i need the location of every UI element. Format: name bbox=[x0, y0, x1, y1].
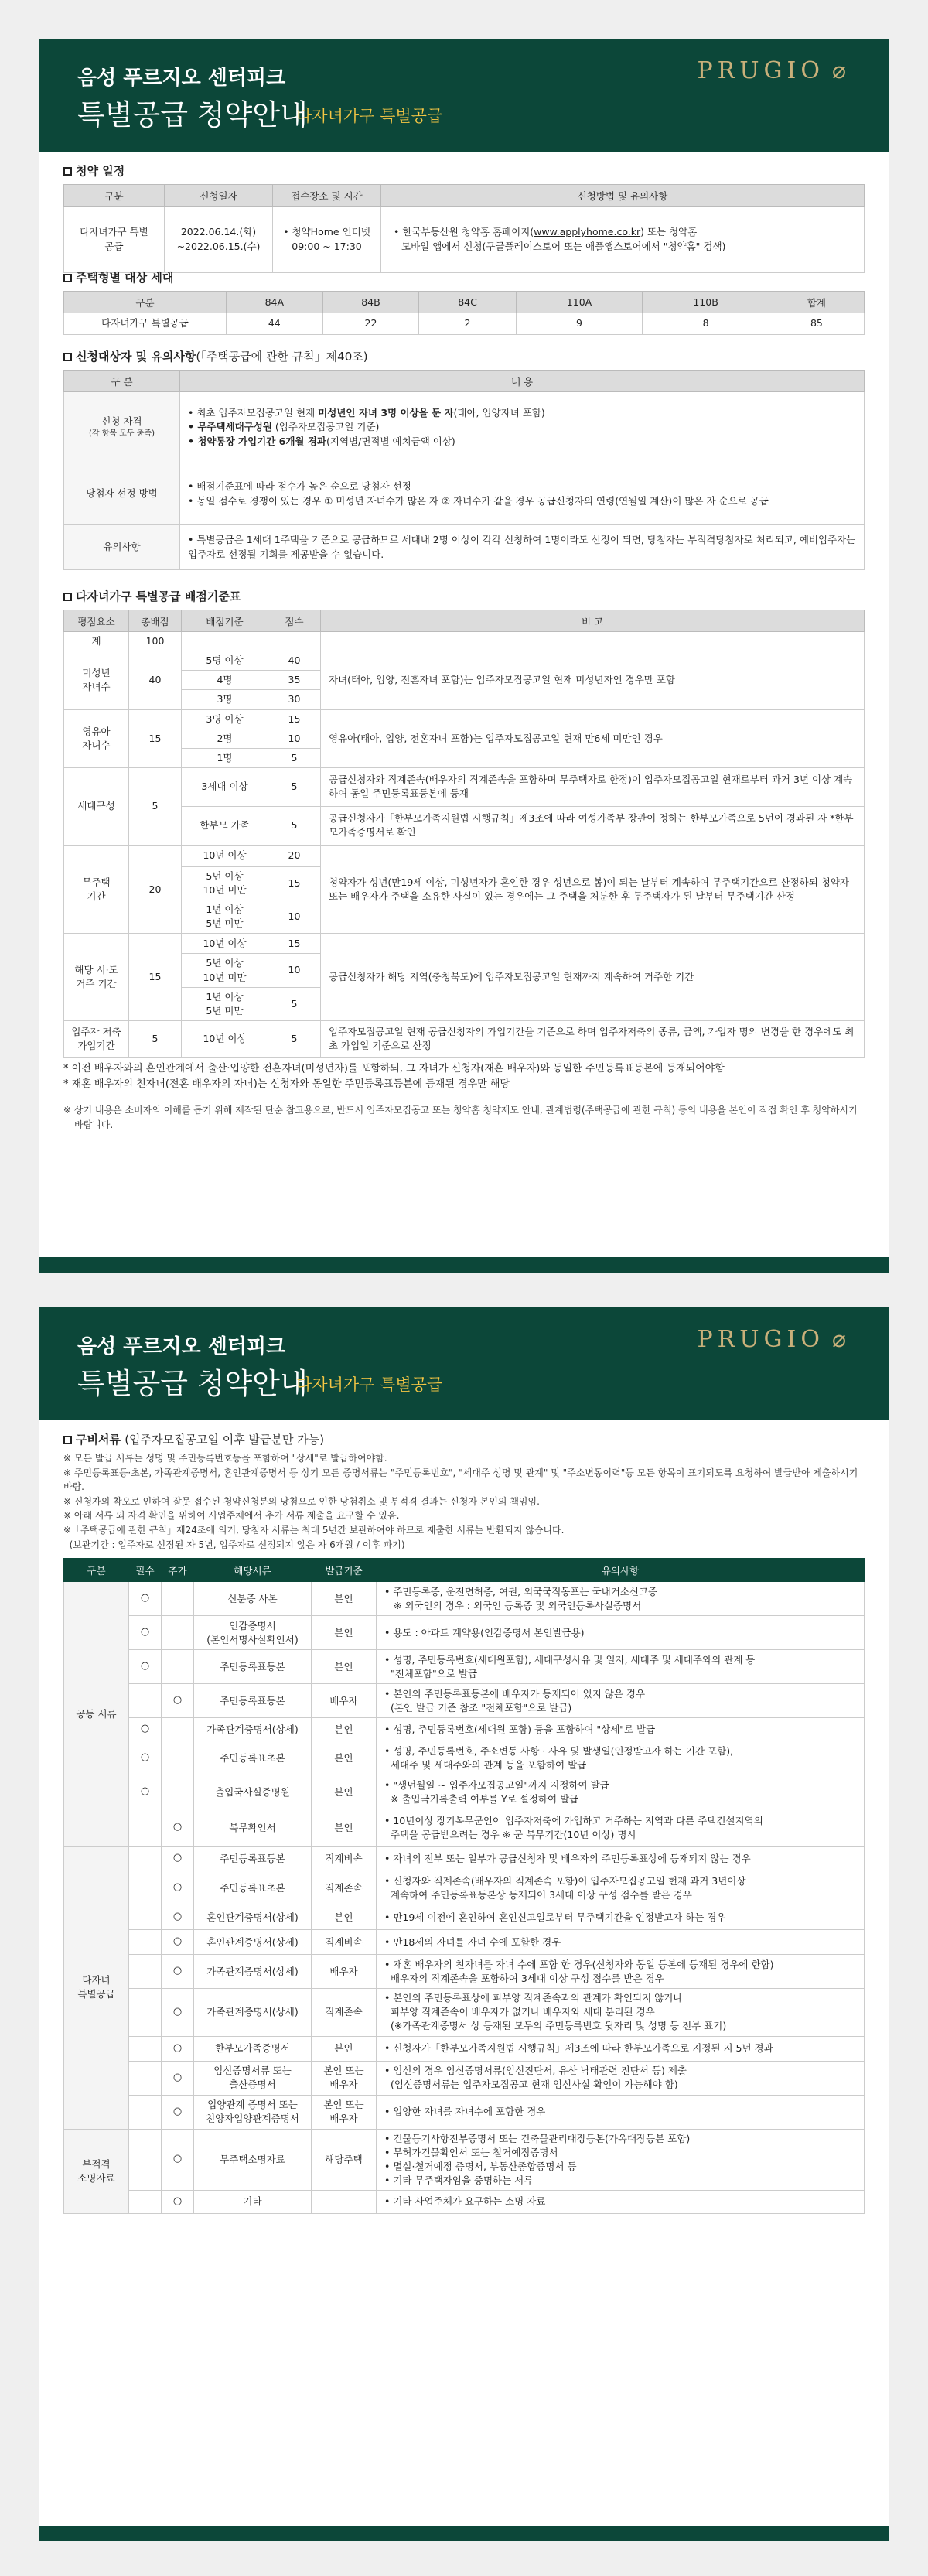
document-notes: • 본인의 주민등록표등본에 배우자가 등재되어 있지 않은 경우 (본인 발급 기준 참조 "전체포함"으로 발급) bbox=[377, 1684, 865, 1718]
schedule-date: 2022.06.14.(화) ~2022.06.15.(수) bbox=[165, 207, 273, 273]
row-label: 신청 자격 (각 항목 모두 충족) bbox=[64, 392, 180, 463]
applyhome-link[interactable]: www.applyhome.co.kr bbox=[534, 226, 641, 238]
square-icon bbox=[63, 353, 72, 361]
units-section bbox=[63, 269, 865, 335]
section-title: 신청대상자 및 유의사항(「주택공급에 관한 규칙」제40조) bbox=[63, 348, 865, 365]
issue-basis: 본인 bbox=[312, 1809, 377, 1847]
required-mark: ○ bbox=[129, 1582, 162, 1616]
section-title: 주택형별 대상 세대 bbox=[63, 269, 865, 286]
table-row bbox=[64, 1741, 865, 1775]
required-mark bbox=[129, 1989, 162, 2036]
required-mark bbox=[129, 2061, 162, 2095]
col-header: 배점기준 bbox=[182, 610, 268, 632]
score: 10 bbox=[268, 900, 321, 934]
required-mark bbox=[129, 1905, 162, 1930]
issue-basis: – bbox=[312, 2191, 377, 2214]
doc-note: ※ 아래 서류 외 자격 확인을 위하여 사업주체에서 추가 서류 제출을 요구할 수 있음. bbox=[63, 1510, 400, 1522]
doc-note: ※ 신청자의 착오로 인하여 잘못 접수된 청약신청분의 당첨으로 인한 당첨취소 및 부적격 결과는 신청자 본인의 책임임. bbox=[63, 1495, 540, 1507]
required-mark: ○ bbox=[129, 1741, 162, 1775]
col-header: 점수 bbox=[268, 610, 321, 632]
issue-basis: 본인 bbox=[312, 1650, 377, 1684]
score: 30 bbox=[268, 690, 321, 709]
issue-basis: 직계존속 bbox=[312, 1989, 377, 2036]
score: 15 bbox=[268, 709, 321, 729]
prugio-logo: PRUGIO ⌀ bbox=[697, 57, 851, 84]
header-banner bbox=[39, 1307, 889, 1420]
additional-mark bbox=[162, 1775, 194, 1809]
additional-mark bbox=[162, 1650, 194, 1684]
col-header: 내 용 bbox=[180, 371, 865, 392]
criteria: 3세대 이상 bbox=[182, 767, 268, 806]
group-label: 부적격 소명자료 bbox=[64, 2129, 129, 2214]
unit-cell: 9 bbox=[516, 313, 643, 335]
issue-basis: 본인 bbox=[312, 1616, 377, 1650]
score: 5 bbox=[268, 767, 321, 806]
issue-basis: 배우자 bbox=[312, 1955, 377, 1989]
criteria: 한부모 가족 bbox=[182, 806, 268, 845]
score: 40 bbox=[268, 651, 321, 671]
document-name: 혼인관계증명서(상세) bbox=[194, 1905, 312, 1930]
required-mark bbox=[129, 2191, 162, 2214]
criteria: 4명 bbox=[182, 671, 268, 690]
unit-cell: 85 bbox=[769, 313, 864, 335]
square-icon bbox=[63, 1436, 72, 1444]
factor-total: 40 bbox=[129, 651, 182, 709]
document-name: 주민등록표초본 bbox=[194, 1871, 312, 1905]
factor-name: 영유아 자녀수 bbox=[64, 709, 129, 767]
table-row bbox=[64, 2036, 865, 2061]
doc-note: ※ 모든 발급 서류는 성명 및 주민등록번호등을 포함하여 "상세"로 발급하여야함. bbox=[63, 1453, 387, 1464]
col-header: 총배점 bbox=[129, 610, 182, 632]
issue-basis: 직계비속 bbox=[312, 1847, 377, 1871]
square-icon bbox=[63, 274, 72, 282]
table-row bbox=[64, 1684, 865, 1718]
schedule-type: 다자녀가구 특별공급 bbox=[64, 207, 165, 273]
issue-basis: 배우자 bbox=[312, 1684, 377, 1718]
document-name: 주민등록표등본 bbox=[194, 1650, 312, 1684]
additional-mark: ○ bbox=[162, 1809, 194, 1847]
factor-name: 세대구성 bbox=[64, 767, 129, 845]
document-notes: • 성명, 주민등록번호, 주소변동 사항 · 사유 및 발생일(인정받고자 하는 기간 포함), 세대주 및 세대주와의 관계 등을 포함하여 발급 bbox=[377, 1741, 865, 1775]
criteria: 10년 이상 bbox=[182, 1020, 268, 1057]
required-mark: ○ bbox=[129, 1718, 162, 1741]
additional-mark: ○ bbox=[162, 2129, 194, 2191]
document-notes: • 본인의 주민등록표상에 피부양 직계존속과의 관계가 확인되지 않거나 피부양 직계존속이 배우자가 없거나 배우자와 세대 분리된 경우 (※가족관계증명서 상 등재된 모두의 주민등록번호 뒷자리 및 성명 등 전부 표기) bbox=[377, 1989, 865, 2036]
issue-basis: 본인 bbox=[312, 1905, 377, 1930]
col-header: 비 고 bbox=[321, 610, 865, 632]
required-mark bbox=[129, 1684, 162, 1718]
col-header: 필수 bbox=[129, 1559, 162, 1582]
section-title: 청약 일정 bbox=[63, 162, 865, 179]
document-notes: • 건물등기사항전부증명서 또는 건축물관리대장등본(가옥대장등본 포함) • 무허가건물확인서 또는 철거예정증명서 • 멸실·철거예정 증명서, 부동산종합증명서 등 • 기타 무주택자임을 증명하는 서류 bbox=[377, 2129, 865, 2191]
notice-card-1 bbox=[39, 39, 889, 1273]
col-header: 발급기준 bbox=[312, 1559, 377, 1582]
table-row bbox=[64, 313, 865, 335]
additional-mark: ○ bbox=[162, 2095, 194, 2129]
units-table bbox=[63, 291, 865, 335]
table-row bbox=[64, 2191, 865, 2214]
col-header: 합계 bbox=[769, 292, 864, 313]
document-name: 주민등록표등본 bbox=[194, 1684, 312, 1718]
table-row bbox=[64, 1871, 865, 1905]
group-label: 다자녀 특별공급 bbox=[64, 1847, 129, 2129]
additional-mark bbox=[162, 1741, 194, 1775]
complex-name: 음성 푸르지오 센터피크 bbox=[77, 1335, 286, 1358]
row-content: • 배점기준표에 따라 점수가 높은 순으로 당첨자 선정 • 동일 점수로 경쟁이 있는 경우 ① 미성년 자녀수가 많은 자 ② 자녀수가 같을 경우 공급신청자의 연령(연월일 계산)이 많은 자 순으로 공급 bbox=[180, 463, 865, 525]
score: 10 bbox=[268, 729, 321, 748]
required-mark bbox=[129, 2036, 162, 2061]
factor-name: 무주택 기간 bbox=[64, 845, 129, 934]
table-row bbox=[64, 1847, 865, 1871]
col-header: 평점요소 bbox=[64, 610, 129, 632]
eligibility-section bbox=[63, 348, 865, 570]
factor-name: 해당 시·도 거주 기간 bbox=[64, 934, 129, 1021]
document-name: 복무확인서 bbox=[194, 1809, 312, 1847]
remark: 자녀(태아, 입양, 전혼자녀 포함)는 입주자모집공고일 현재 미성년자인 경우만 포함 bbox=[321, 651, 865, 709]
document-notes: • 자녀의 전부 또는 일부가 공급신청자 및 배우자의 주민등록표상에 등재되지 않는 경우 bbox=[377, 1847, 865, 1871]
table-row bbox=[64, 1809, 865, 1847]
document-notes: • 성명, 주민등록번호(세대원 포함) 등을 포함하여 "상세"로 발급 bbox=[377, 1718, 865, 1741]
page-title: 특별공급 청약안내 bbox=[77, 98, 308, 132]
schedule-table bbox=[63, 184, 865, 273]
document-name: 가족관계증명서(상세) bbox=[194, 1718, 312, 1741]
criteria: 1명 bbox=[182, 748, 268, 767]
footer-bar bbox=[39, 2526, 889, 2541]
section-title: 구비서류 (입주자모집공고일 이후 발급분만 가능) bbox=[63, 1431, 865, 1448]
document-notes: • 신청자가「한부모가족지원법 시행규칙」제3조에 따라 한부모가족으로 지정된 지 5년 경과 bbox=[377, 2036, 865, 2061]
document-name: 인감증명서 (본인서명사실확인서) bbox=[194, 1616, 312, 1650]
document-notes: • 주민등록증, 운전면허증, 여권, 외국국적동포는 국내거소신고증 ※ 외국인의 경우 : 외국인 등록증 및 외국인등록사실증명서 bbox=[377, 1582, 865, 1616]
eligibility-table bbox=[63, 370, 865, 570]
required-mark bbox=[129, 2095, 162, 2129]
document-name: 입양관계 증명서 또는 친양자입양관계증명서 bbox=[194, 2095, 312, 2129]
factor-name: 미성년 자녀수 bbox=[64, 651, 129, 709]
table-row bbox=[64, 1718, 865, 1741]
document-name: 무주택소명자료 bbox=[194, 2129, 312, 2191]
docs-section bbox=[63, 1431, 865, 2214]
square-icon bbox=[63, 593, 72, 601]
criteria: 3명 이상 bbox=[182, 709, 268, 729]
score: 5 bbox=[268, 806, 321, 845]
additional-mark bbox=[162, 1616, 194, 1650]
document-name: 임신증명서류 또는 출산증명서 bbox=[194, 2061, 312, 2095]
issue-basis: 본인 또는 배우자 bbox=[312, 2061, 377, 2095]
criteria: 5명 이상 bbox=[182, 651, 268, 671]
document-notes: • 신청자와 직계존속(배우자의 직계존속 포함)이 입주자모집공고일 현재 과거 3년이상 계속하여 주민등록표등본상 등재되어 3세대 이상 구성 점수를 받은 경우 bbox=[377, 1871, 865, 1905]
unit-cell: 2 bbox=[419, 313, 516, 335]
table-row bbox=[64, 463, 865, 525]
square-icon bbox=[63, 167, 72, 176]
issue-basis: 본인 bbox=[312, 2036, 377, 2061]
document-notes: • 만19세 이전에 혼인하여 혼인신고일로부터 무주택기간을 인정받고자 하는 경우 bbox=[377, 1905, 865, 1930]
additional-mark: ○ bbox=[162, 1955, 194, 1989]
required-mark bbox=[129, 1809, 162, 1847]
factor-total: 15 bbox=[129, 934, 182, 1021]
table-row bbox=[64, 1775, 865, 1809]
page-title: 특별공급 청약안내 bbox=[77, 1367, 308, 1400]
score: 20 bbox=[268, 845, 321, 866]
document-notes: • 입양한 자녀를 자녀수에 포함한 경우 bbox=[377, 2095, 865, 2129]
row-label: 당첨자 선정 방법 bbox=[64, 463, 180, 525]
document-notes: • 성명, 주민등록번호(세대원포함), 세대구성사유 및 일자, 세대주 및 세대주와의 관계 등 "전체포함"으로 발급 bbox=[377, 1650, 865, 1684]
section-title: 다자녀가구 특별공급 배점기준표 bbox=[63, 588, 865, 605]
col-header: 84C bbox=[419, 292, 516, 313]
header-banner bbox=[39, 39, 889, 152]
document-notes: • 재혼 배우자의 친자녀를 자녀 수에 포함 한 경우(신청자와 동일 등본에 등재된 경우에 한함) 배우자의 직계존속을 포함하여 3세대 이상 구성 점수를 받은 경우 bbox=[377, 1955, 865, 1989]
table-row bbox=[64, 207, 865, 273]
issue-basis: 본인 bbox=[312, 1775, 377, 1809]
col-header: 84B bbox=[322, 292, 419, 313]
points-section bbox=[63, 588, 865, 1132]
score: 5 bbox=[268, 748, 321, 767]
table-row bbox=[64, 2129, 865, 2191]
docs-notes bbox=[63, 1451, 865, 1552]
additional-mark: ○ bbox=[162, 1684, 194, 1718]
doc-note: ※「주택공급에 관한 규칙」제24조에 의거, 당첨자 서류는 최대 5년간 보관하여야 하므로 제출한 서류는 반환되지 않습니다. bbox=[63, 1524, 565, 1536]
document-name: 기타 bbox=[194, 2191, 312, 2214]
col-header: 신청방법 및 유의사항 bbox=[381, 185, 865, 207]
table-row bbox=[64, 2061, 865, 2095]
document-name: 주민등록표초본 bbox=[194, 1741, 312, 1775]
col-header: 구분 bbox=[64, 185, 165, 207]
table-row bbox=[64, 1616, 865, 1650]
doc-note: ※ 주민등록표등·초본, 가족관계증명서, 혼인관계증명서 등 상기 모든 증명서류는 "주민등록번호", "세대주 성명 및 관계" 및 "주소변동이력"등 모든 항목이 표기되도록 요청하여 발급받아 제출하시기 바람. bbox=[63, 1467, 858, 1493]
issue-basis: 직계존속 bbox=[312, 1871, 377, 1905]
prugio-logo: PRUGIO ⌀ bbox=[697, 1326, 851, 1353]
col-header: 추가 bbox=[162, 1559, 194, 1582]
col-header: 110A bbox=[516, 292, 643, 313]
issue-basis: 본인 bbox=[312, 1582, 377, 1616]
score: 10 bbox=[268, 954, 321, 987]
required-mark bbox=[129, 1847, 162, 1871]
group-label: 공동 서류 bbox=[64, 1582, 129, 1847]
table-row bbox=[64, 1930, 865, 1955]
criteria: 3명 bbox=[182, 690, 268, 709]
schedule-place: • 청약Home 인터넷 09:00 ~ 17:30 bbox=[273, 207, 381, 273]
criteria: 10년 이상 bbox=[182, 845, 268, 866]
table-row bbox=[64, 1955, 865, 1989]
document-notes: • 기타 사업주체가 요구하는 소명 자료 bbox=[377, 2191, 865, 2214]
unit-cell: 22 bbox=[322, 313, 419, 335]
table-row bbox=[64, 1905, 865, 1930]
page-tag: 다자녀가구 특별공급 bbox=[296, 107, 443, 125]
remark: 입주자모집공고일 현재 공급신청자의 가입기간을 기준으로 하며 입주자저축의 종류, 금액, 가입자 명의 변경을 한 경우에도 최초 가입일 기준으로 산정 bbox=[321, 1020, 865, 1057]
document-name: 출입국사실증명원 bbox=[194, 1775, 312, 1809]
additional-mark bbox=[162, 1718, 194, 1741]
schedule-section bbox=[63, 162, 865, 273]
table-row bbox=[64, 392, 865, 463]
unit-cell: 44 bbox=[227, 313, 323, 335]
additional-mark bbox=[162, 1582, 194, 1616]
points-footnote: * 이전 배우자와의 혼인관계에서 출산·입양한 전혼자녀(미성년자)를 포함하되, 그 자녀가 신청자(재혼 배우자)와 동일한 주민등록표등본에 등재되어야함 bbox=[63, 1062, 725, 1074]
factor-total: 5 bbox=[129, 1020, 182, 1057]
document-name: 가족관계증명서(상세) bbox=[194, 1989, 312, 2036]
issue-basis: 해당주택 bbox=[312, 2129, 377, 2191]
required-mark bbox=[129, 1930, 162, 1955]
col-header: 유의사항 bbox=[377, 1559, 865, 1582]
factor-total: 15 bbox=[129, 709, 182, 767]
table-row bbox=[64, 1582, 865, 1616]
document-notes: • 만18세의 자녀를 자녀 수에 포함한 경우 bbox=[377, 1930, 865, 1955]
factor-name: 입주자 저축 가입기간 bbox=[64, 1020, 129, 1057]
remark: 공급신청자가 해당 지역(충청북도)에 입주자모집공고일 현재까지 계속하여 거주한 기간 bbox=[321, 934, 865, 1021]
col-header: 110B bbox=[643, 292, 769, 313]
table-row bbox=[64, 1989, 865, 2036]
col-header: 구 분 bbox=[64, 371, 180, 392]
row-content: • 최초 입주자모집공고일 현재 미성년인 자녀 3명 이상을 둔 자(태아, 입양자녀 포함) • 무주택세대구성원 (입주자모집공고일 기준) • 청약통장 가입기간 6개월 경과(지역별/면적별 예치금액 이상) bbox=[180, 392, 865, 463]
col-header: 구분 bbox=[64, 1559, 129, 1582]
document-name: 신분증 사본 bbox=[194, 1582, 312, 1616]
criteria: 5년 이상 10년 미만 bbox=[182, 954, 268, 987]
factor-total: 5 bbox=[129, 767, 182, 845]
col-header: 접수장소 및 시간 bbox=[273, 185, 381, 207]
additional-mark: ○ bbox=[162, 1905, 194, 1930]
document-notes: • 임신의 경우 임신증명서류(임신진단서, 유산 낙태관련 진단서 등) 제출 (임신증명서류는 입주자모집공고 현재 임신사실 확인이 가능해야 함) bbox=[377, 2061, 865, 2095]
remark: 영유아(태아, 입양, 전혼자녀 포함)는 입주자모집공고일 현재 만6세 미만인 경우 bbox=[321, 709, 865, 767]
col-header: 신청일자 bbox=[165, 185, 273, 207]
remark: 청약자가 성년(만19세 이상, 미성년자가 혼인한 경우 성년으로 봄)이 되는 날부터 계속하여 무주택기간으로 산정하되 청약자 또는 배우자가 주택을 소유한 사실이 있는 경우에는 그 주택을 처분한 후 무주택자가 된 날부터 무주택기간 산정 bbox=[321, 845, 865, 934]
unit-cell: 다자녀가구 특별공급 bbox=[64, 313, 227, 335]
required-mark: ○ bbox=[129, 1650, 162, 1684]
score: 15 bbox=[268, 866, 321, 900]
table-row bbox=[64, 525, 865, 570]
score: 35 bbox=[268, 671, 321, 690]
row-content: • 특별공급은 1세대 1주택을 기준으로 공급하므로 세대내 2명 이상이 각각 신청하여 1명이라도 선정이 되면, 당첨자는 부적격당첨자로 처리되고, 예비입주자는 입주자로 선정될 기회를 제공받을 수 없습니다. bbox=[180, 525, 865, 570]
required-mark bbox=[129, 2129, 162, 2191]
required-mark: ○ bbox=[129, 1616, 162, 1650]
notice-card-2 bbox=[39, 1307, 889, 2541]
unit-cell: 8 bbox=[643, 313, 769, 335]
doc-note: (보관기간 : 입주자로 선정된 자 5년, 입주자로 선정되지 않은 자 6개월 / 이후 파기) bbox=[63, 1539, 405, 1550]
col-header: 해당서류 bbox=[194, 1559, 312, 1582]
total-value: 100 bbox=[129, 632, 182, 651]
issue-basis: 본인 bbox=[312, 1741, 377, 1775]
document-notes: • 용도 : 아파트 계약용(인감증명서 본인발급용) bbox=[377, 1616, 865, 1650]
document-notes: • "생년월일 ~ 입주자모집공고일"까지 지정하여 발급 ※ 출입국기록출력 여부를 Y로 설정하여 발급 bbox=[377, 1775, 865, 1809]
additional-mark: ○ bbox=[162, 1847, 194, 1871]
required-mark bbox=[129, 1871, 162, 1905]
document-name: 한부모가족증명서 bbox=[194, 2036, 312, 2061]
additional-mark: ○ bbox=[162, 1930, 194, 1955]
col-header: 84A bbox=[227, 292, 323, 313]
complex-name: 음성 푸르지오 센터피크 bbox=[77, 67, 286, 90]
score: 15 bbox=[268, 934, 321, 954]
reference-note: ※ 상기 내용은 소비자의 이해를 돕기 위해 제작된 단순 참고용으로, 반드시 입주자모집공고 또는 청약홈 청약제도 안내, 관계법령(주택공급에 관한 규칙) 등의 내용을 본인이 직접 확인 후 청약하시기 바랍니다. bbox=[63, 1105, 858, 1130]
total-label: 계 bbox=[64, 632, 129, 651]
table-row bbox=[64, 2095, 865, 2129]
additional-mark: ○ bbox=[162, 1989, 194, 2036]
document-name: 혼인관계증명서(상세) bbox=[194, 1930, 312, 1955]
required-mark bbox=[129, 1955, 162, 1989]
docs-table bbox=[63, 1558, 865, 2214]
criteria: 10년 이상 bbox=[182, 934, 268, 954]
document-notes: • 10년이상 장기복무군인이 입주자저축에 가입하고 거주하는 지역과 다른 주택건설지역의 주택을 공급받으려는 경우 ※ 군 복무기간(10년 이상) 명시 bbox=[377, 1809, 865, 1847]
factor-total: 20 bbox=[129, 845, 182, 934]
score: 5 bbox=[268, 987, 321, 1020]
issue-basis: 직계비속 bbox=[312, 1930, 377, 1955]
remark: 공급신청자가「한부모가족지원법 시행규칙」제3조에 따라 여성가족부 장관이 정하는 한부모가족으로 5년이 경과된 자 *한부모가족증명서로 확인 bbox=[321, 806, 865, 845]
criteria: 5년 이상 10년 미만 bbox=[182, 866, 268, 900]
criteria: 2명 bbox=[182, 729, 268, 748]
issue-basis: 본인 bbox=[312, 1718, 377, 1741]
document-name: 주민등록표등본 bbox=[194, 1847, 312, 1871]
additional-mark: ○ bbox=[162, 2061, 194, 2095]
additional-mark: ○ bbox=[162, 2036, 194, 2061]
score: 5 bbox=[268, 1020, 321, 1057]
remark: 공급신청자와 직계존속(배우자의 직계존속을 포함하며 무주택자로 한정)이 입주자모집공고일 현재로부터 과거 3년 이상 계속하여 동일 주민등록표등본에 등재 bbox=[321, 767, 865, 806]
document-name: 가족관계증명서(상세) bbox=[194, 1955, 312, 1989]
issue-basis: 본인 또는 배우자 bbox=[312, 2095, 377, 2129]
points-table bbox=[63, 610, 865, 1058]
criteria: 1년 이상 5년 미만 bbox=[182, 987, 268, 1020]
schedule-method: • 한국부동산원 청약홈 홈페이지(www.applyhome.co.kr) 또는 청약홈 모바일 앱에서 신청(구글플레이스토어 또는 애플앱스토어에서 "청약홈" 검색) bbox=[381, 207, 865, 273]
row-label: 유의사항 bbox=[64, 525, 180, 570]
table-row bbox=[64, 1650, 865, 1684]
criteria: 1년 이상 5년 미만 bbox=[182, 900, 268, 934]
col-header: 구분 bbox=[64, 292, 227, 313]
points-footnote: * 재혼 배우자의 친자녀(전혼 배우자의 자녀)는 신청자와 동일한 주민등록표등본에 등재된 경우만 해당 bbox=[63, 1078, 510, 1091]
footer-bar bbox=[39, 1257, 889, 1273]
additional-mark: ○ bbox=[162, 1871, 194, 1905]
page-tag: 다자녀가구 특별공급 bbox=[296, 1375, 443, 1394]
additional-mark: ○ bbox=[162, 2191, 194, 2214]
required-mark: ○ bbox=[129, 1775, 162, 1809]
